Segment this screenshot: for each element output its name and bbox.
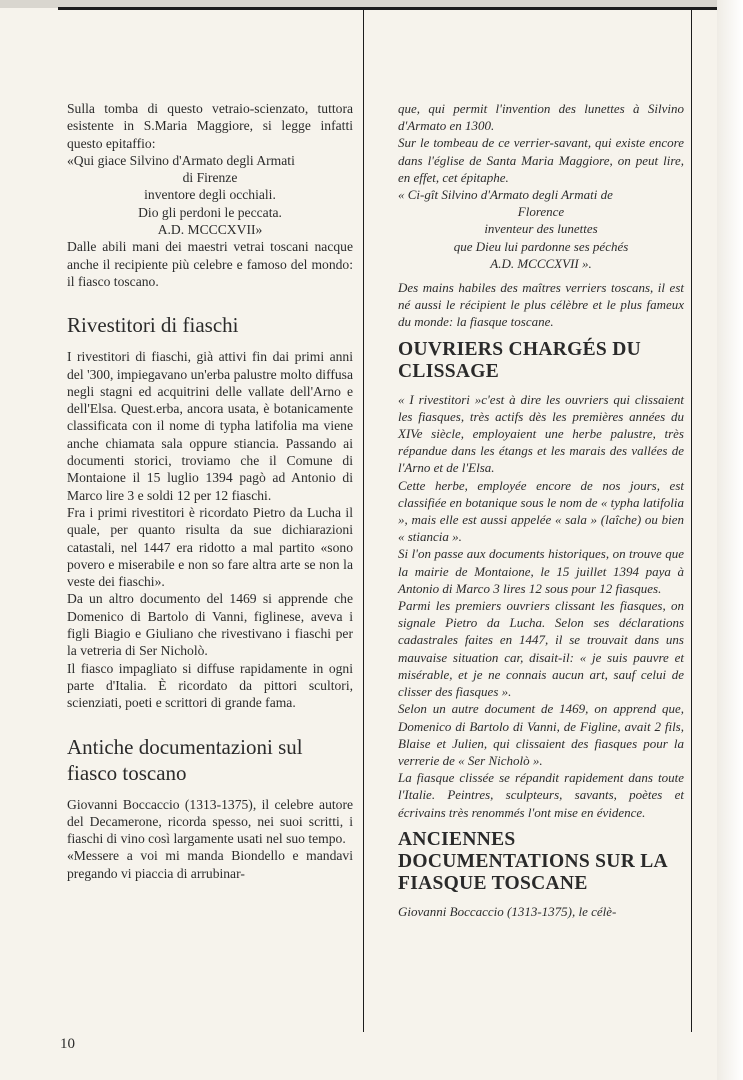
french-paragraph: « I rivestitori »c'est à dire les ouvriers qui clissaient les fiasques, très actifs dès les premières années du XIVe siècle, employaient une herbe palustre, très répandue dans les étangs et les marais des vallées de l'Arno et de l'Elsa. <box>398 391 684 476</box>
french-paragraph: Sur le tombeau de ce verrier-savant, qui existe encore dans l'église de Santa Maria Maggiore, on peut lire, en effet, cet épitaphe. <box>398 135 684 185</box>
epitaph-line: que Dieu lui pardonne ses péchés <box>453 238 629 254</box>
epitaph-line: « Ci-gît Silvino d'Armato degli Armati de <box>398 187 613 203</box>
french-paragraph: que, qui permit l'invention des lunettes à Silvino d'Armato en 1300. <box>398 101 684 134</box>
page-right-edge <box>717 0 743 1080</box>
italian-paragraph: I rivestitori di fiaschi, già attivi fin dai primi anni del '300, impiegavano un'erba palustre molto diffusa negli stagni ed acquitrini delle vallate dell'Arno e dell'Elsa. Quest.erba, ancora usata, è botanicamente classificata con il nome di typha latifolia ma viene anche chiamata sala oppure stiancia. Passando ai documenti storici, troviamo che il Comune di Montaione il 15 luglio 1394 pagò ad Antonio di Marco lire 3 e soldi 12 per 12 fiaschi. <box>67 349 353 503</box>
french-paragraph: Cette herbe, employée encore de nos jours, est classifiée en botanique sous le nom de « typha latifolia », mais elle est aussi appelée « sala » (laîche) ou bien « stiancia ». <box>398 477 684 545</box>
italian-paragraph: Da un altro documento del 1469 si apprende che Domenico di Bartolo di Vanni, figlinese, aveva i figli Biagio e Giuliano che rivestivano i fiaschi per la vetreria di Ser Nicholò. <box>67 591 353 659</box>
italian-paragraph: Sulla tomba di questo vetraio-scienzato, tuttora esistente in S.Maria Maggiore, si legge infatti questo epitaffio: <box>67 101 353 151</box>
epitaph-line: A.D. MCCCXVII ». <box>490 255 592 271</box>
epitaph-line: Dio gli perdoni le peccata. <box>138 204 282 220</box>
section-heading: ANCIENNES DOCUMENTATIONS SUR LA FIASQUE TOSCANE <box>398 828 667 894</box>
column-divider <box>363 8 364 1032</box>
italian-paragraph: Giovanni Boccaccio (1313-1375), il celebre autore del Decamerone, ricorda spesso, nei suoi scritti, i fiaschi di vino così largamente usati nel suo tempo. <box>67 796 353 847</box>
italian-paragraph: Dalle abili mani dei maestri vetrai toscani nacque anche il recipiente più celebre e famoso del mondo: il fiasco toscano. <box>67 239 353 289</box>
page-number: 10 <box>60 1036 75 1052</box>
epitaph-line: inventore degli occhiali. <box>144 187 276 203</box>
french-paragraph: Selon un autre document de 1469, on apprend que, Domenico di Bartolo di Vanni, de Figline, avait 2 fils, Blaise et Julien, qui clissaient des fiasques pour la verrerie de « Ser Nicholò ». <box>398 701 684 768</box>
section-heading: Rivestitori di fiaschi <box>67 313 239 338</box>
french-paragraph: Parmi les premiers ouvriers clissant les fiasques, on signale Pietro da Lucha. Selon ses déclarations cadastrales faites en 1447, il se trouvait dans uns mauvaise situation car, disait-il: « je suis pauvre et misérable, et je ne connais aucun art, sauf celui de clisser des fiasques ». <box>398 598 684 700</box>
epitaph-line: «Qui giace Silvino d'Armato degli Armati <box>67 152 295 168</box>
italian-paragraph: Il fiasco impagliato si diffuse rapidamente in ogni parte d'Italia. È ricordato da pittori scultori, scienziati, poeti e scrittori di grande fama. <box>67 660 353 711</box>
french-paragraph: Des mains habiles des maîtres verriers toscans, il est né aussi le récipient le plus célèbre et le plus fameux du monde: la fiasque toscane. <box>398 280 684 330</box>
french-paragraph: La fiasque clissée se répandit rapidement dans toute l'Italie. Peintres, sculpteurs, savants, poètes et écrivains très renommés l'ont mise en évidence. <box>398 770 684 820</box>
epitaph-line: A.D. MCCCXVII» <box>157 222 263 238</box>
top-rule <box>58 7 721 10</box>
epitaph-line: Florence <box>517 204 565 220</box>
spacer <box>398 272 684 279</box>
section-heading: Antiche documentazioni sul fiasco toscano <box>67 734 303 785</box>
epitaph-line: inventeur des lunettes <box>484 221 598 237</box>
french-paragraph: Si l'on passe aux documents historiques, on trouve que la mairie de Montaione, le 15 juillet 1394 paya à Antonio di Marco 3 lires 12 sous pour 12 fiasques. <box>398 546 684 596</box>
epitaph-line: di Firenze <box>182 170 238 186</box>
section-heading: OUVRIERS CHARGÉS DU CLISSAGE <box>398 338 641 382</box>
italian-paragraph: «Messere a voi mi manda Biondello e mandavi pregando vi piaccia di arrubinar- <box>67 848 353 881</box>
italian-paragraph: Fra i primi rivestitori è ricordato Pietro da Lucha il quale, per quanto risulta da sue dichiarazioni catastali, nel 1447 era ridotto a mal partito «sono povero e miserabile e non so fare altra arte se non la veste dei fiaschi». <box>67 504 353 590</box>
french-paragraph: Giovanni Boccaccio (1313-1375), le célè- <box>398 903 617 919</box>
italian-column <box>67 100 353 882</box>
french-column <box>398 100 684 920</box>
right-rule <box>691 8 692 1032</box>
